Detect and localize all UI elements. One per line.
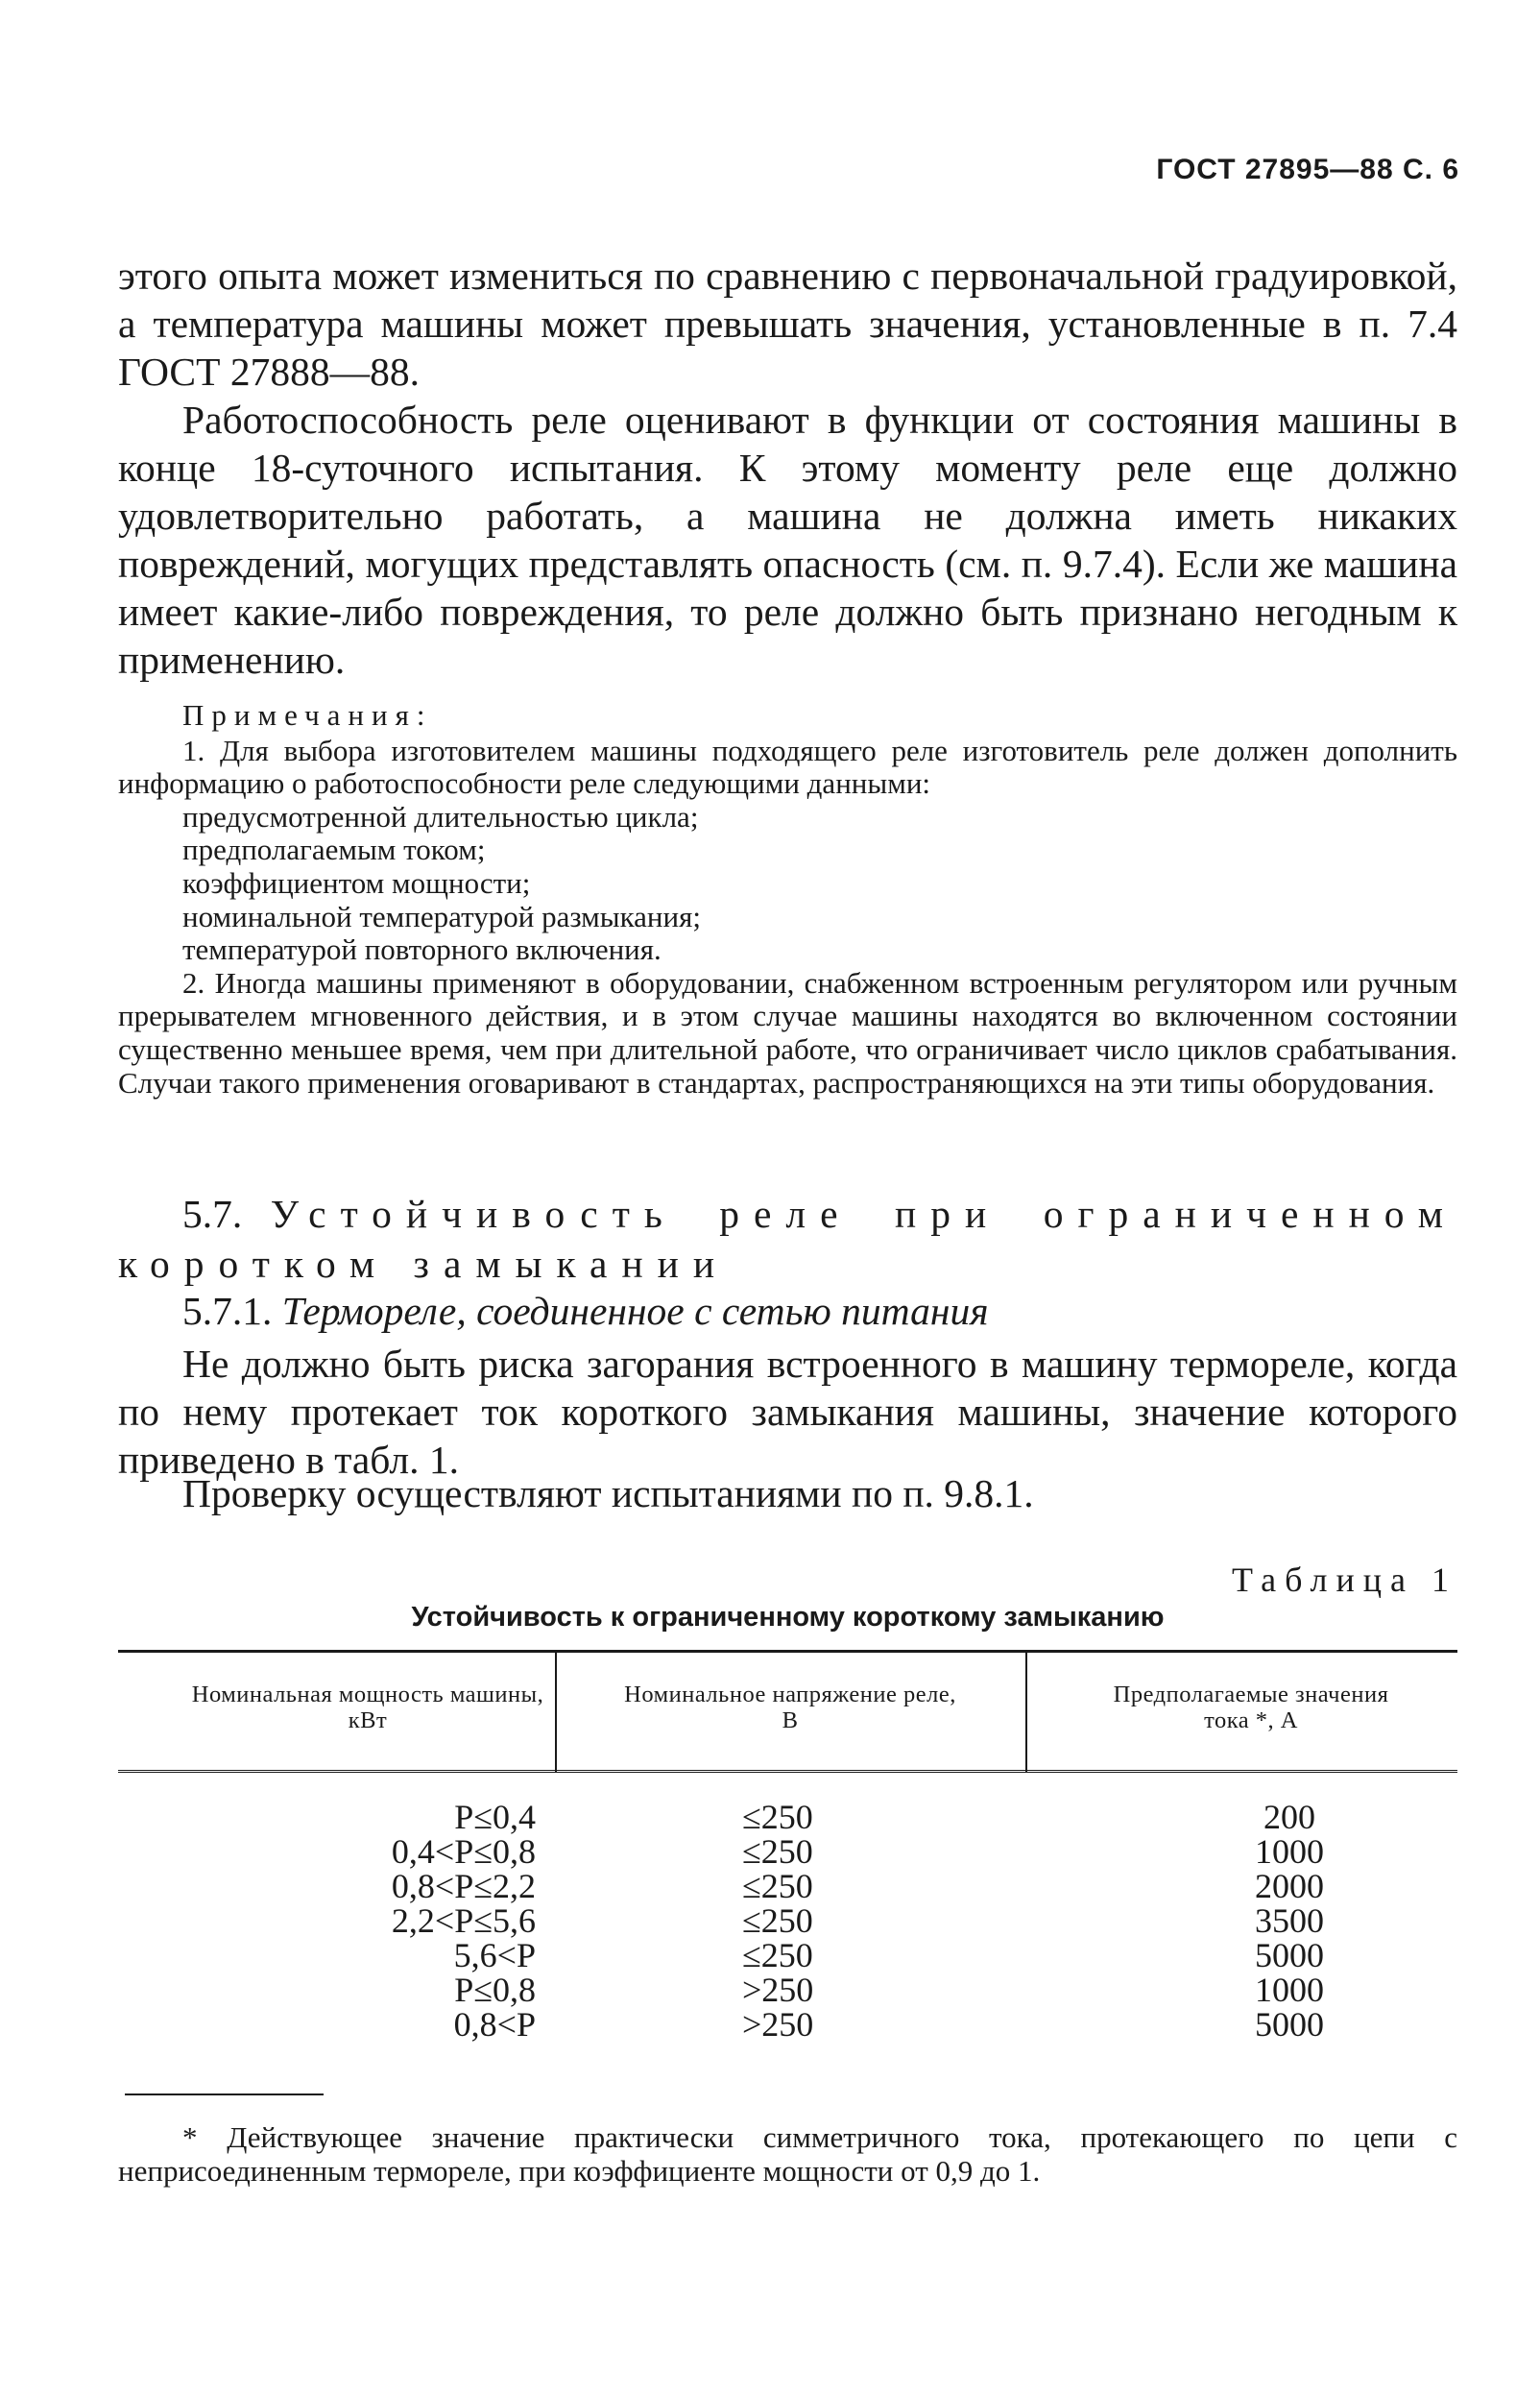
table-cell-power: 5,6<P	[453, 1936, 536, 1974]
table-cell-power: 2,2<P≤5,6	[391, 1901, 536, 1940]
table-header-cell: Номинальное напряжение реле, В	[624, 1682, 956, 1733]
table-header	[118, 1650, 1457, 1773]
note-1-item: предусмотренной длительностью цикла;	[182, 799, 699, 834]
table-row	[118, 1938, 1457, 1972]
table-row	[118, 1869, 1457, 1903]
table-cell-current: 5000	[1255, 1936, 1324, 1974]
note-1-item: номинальной температурой размыкания;	[182, 899, 701, 933]
paragraph-fire-risk: Не должно быть риска загорания встроенного в машину термореле, когда по нему протекает ток короткого замыкания машины, значение которого приведено в табл. 1.	[118, 1342, 1457, 1482]
note-1: 1. Для выбора изготовителем машины подходящего реле изготовитель реле должен дополнить информацию о работоспособности реле следующими данными:	[118, 733, 1457, 801]
table-header-cell: Предполагаемые значения тока *, А	[1113, 1682, 1389, 1733]
table-body	[118, 1800, 1457, 2042]
table-title: Устойчивость к ограниченному короткому замыканию	[411, 1602, 1165, 1633]
table-cell-power: P≤0,8	[454, 1971, 536, 2009]
notes-title: Примечания:	[182, 698, 433, 732]
paragraph-performance: Работоспособность реле оценивают в функции от состояния машины в конце 18-суточного испытания. К этому моменту реле еще должно удовлетворительно работать, а машина не должна иметь никаких повреждений, могущих представлять опасность (см. п. 9.7.4). Если же машина имеет какие-либо повреждения, то реле должно быть признано негодным к применению.	[118, 398, 1457, 682]
table-cell-voltage: ≤250	[742, 1867, 813, 1905]
table-cell-voltage: ≤250	[742, 1901, 813, 1940]
table-header-cell: Номинальная мощность машины, кВт	[191, 1682, 544, 1733]
subsection-number: 5.7.1.	[182, 1289, 273, 1333]
section-number: 5.7.	[182, 1192, 243, 1236]
table-row	[118, 1972, 1457, 2007]
table-cell-power: P≤0,4	[454, 1798, 536, 1836]
section-title: Устойчивость реле при ограниченном коротком замыкании	[118, 1192, 1458, 1286]
table-caption: Таблица 1	[1232, 1561, 1457, 1599]
table-cell-voltage: ≤250	[742, 1936, 813, 1974]
subsection-title: Термореле, соединенное с сетью питания	[281, 1289, 989, 1333]
table-cell-power: 0,8<P≤2,2	[391, 1867, 536, 1905]
table-cell-current: 1000	[1255, 1971, 1324, 2009]
table-cell-voltage: ≤250	[742, 1832, 813, 1871]
table-cell-voltage: ≤250	[742, 1798, 813, 1836]
table-cell-current: 2000	[1255, 1867, 1324, 1905]
running-header: ГОСТ 27895—88 С. 6	[1156, 154, 1459, 185]
table-cell-voltage: >250	[742, 1971, 814, 2009]
footnote: * Действующее значение практически симметричного тока, протекающего по цепи с неприсоединенным термореле, при коэффициенте мощности от 0,9 до 1.	[118, 2120, 1457, 2188]
table-cell-current: 5000	[1255, 2005, 1324, 2044]
section-5-7-heading	[118, 1189, 1457, 1289]
paragraph-continuation: этого опыта может измениться по сравнению с первоначальной градуировкой, а температура машины может превышать значения, установленные в п. 7.4 ГОСТ 27888—88.	[118, 254, 1457, 394]
table-cell-current: 1000	[1255, 1832, 1324, 1871]
table-cell-power: 0,4<P≤0,8	[391, 1832, 536, 1871]
table-cell-power: 0,8<P	[453, 2005, 536, 2044]
table-divider	[555, 1653, 557, 1773]
paragraph-verification: Проверку осуществляют испытаниями по п. 9.8.1.	[182, 1471, 1034, 1515]
table-row	[118, 1903, 1457, 1938]
note-1-item: предполагаемым током;	[182, 833, 486, 867]
table-cell-current: 200	[1263, 1798, 1315, 1836]
table-row	[118, 2007, 1457, 2042]
notes-block	[118, 699, 1457, 1100]
section-5-7-1-heading	[118, 1287, 1457, 1335]
table-row	[118, 1800, 1457, 1834]
table-cell-voltage: >250	[742, 2005, 814, 2044]
footnote-rule	[125, 2093, 324, 2095]
note-2: 2. Иногда машины применяют в оборудовании, снабженном встроенным регулятором или ручным прерывателем мгновенного действия, и в этом случае машины находятся во включенном состоянии существенно меньшее время, чем при длительной работе, что ограничивает число циклов срабатывания. Случаи такого применения оговаривают в стандартах, распространяющихся на эти типы оборудования.	[118, 965, 1457, 1100]
table-divider	[1025, 1653, 1027, 1773]
note-1-item: коэффициентом мощности;	[182, 865, 531, 900]
note-1-item: температурой повторного включения.	[182, 932, 662, 967]
table-cell-current: 3500	[1255, 1901, 1324, 1940]
table-row	[118, 1834, 1457, 1869]
